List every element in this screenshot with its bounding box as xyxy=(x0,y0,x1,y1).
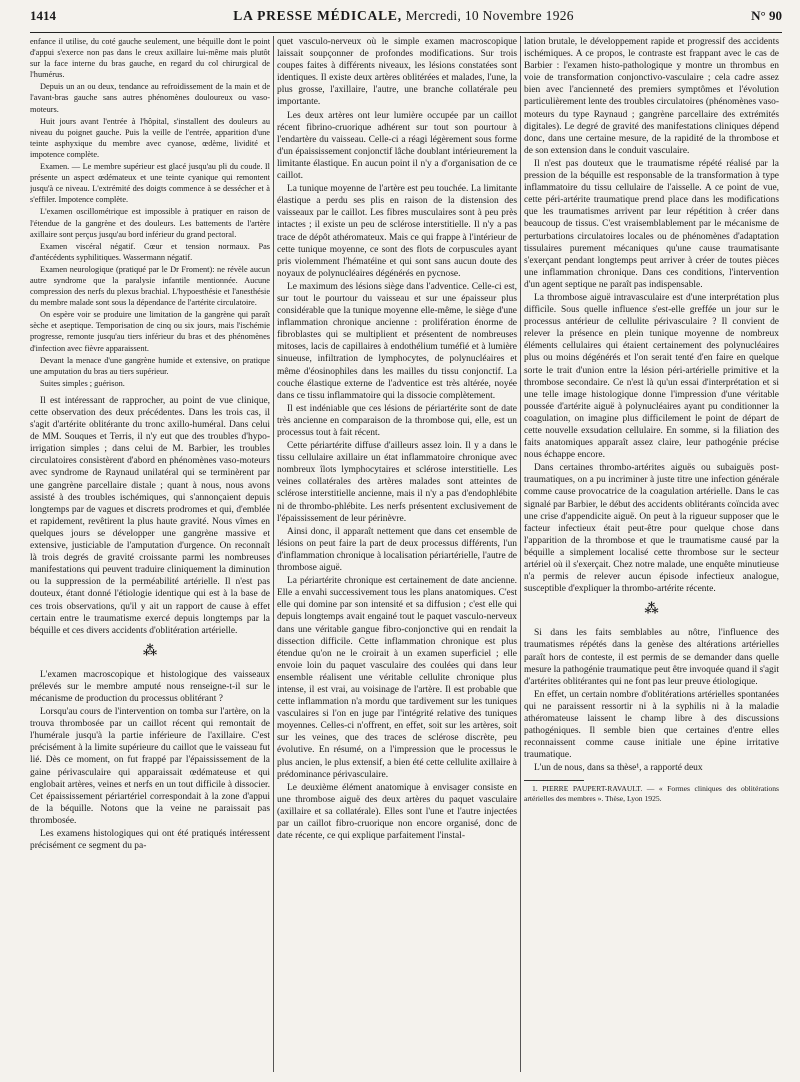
column-1 xyxy=(30,36,270,1076)
paragraph: Il est indéniable que ces lésions de périartérite sont de date très ancienne en comparaison de la thrombose qui, elle, est un processus tout à fait récent. xyxy=(277,403,517,438)
paragraph: Les examens histologiques qui ont été pratiqués intéressent précisément ce segment du pa- xyxy=(30,829,270,852)
paragraph: enfance il utilise, du coté gauche seulement, une béquille dont le point d'appui s'exerce non pas dans le creux axillaire lui-même mais plutôt sur la face interne du bras gauche, en regard du col chirurgical de l'humérus. xyxy=(30,37,270,80)
paragraph: La périartérite chronique est certainement de date ancienne. Elle a envahi successivement tous les plans anatomiques. C'est elle qui domine par son intensité et sa diffusion ; c'est elle qui depuis longtemps avait engainé tout le paquet vasculo-nerveux dans une véritable gangue fibro-conjonctive qui en rendait la dissection difficile. Cette inflammation chronique est plus étendue qu'on ne le croirait à un examen superficiel ; elle envoie loin du paquet vasculaire des coulées qui dans leur ensemble réalisent une véritable cellulite chronique plus intense, il est vrai, au voisinage de l'artère. Il est probable que cette inflammation n'a mordu que tardivement sur les tuniques vasculaires si l'on en juge par l'intégrité relative des tuniques moyennes. Celles-ci n'offrent, en effet, soit sur les artères, soit sur les veines, que des traces de sclérose discrète, peu évolutive. En résumé, on a l'impression que le processus le plus ancien, le plus extensif, a bien été cette cellulite axillaire à prédominance périvasculaire. xyxy=(277,576,517,780)
column-rule xyxy=(520,36,521,1072)
paragraph: quet vasculo-nerveux où le simple examen macroscopique laissait soupçonner de profondes modifications. Sur trois coupes faites à différents niveaux, les lésions constatées sont identiques. Il existe deux artères oblitérées et malades, l'une, la plus grosse, l'axillaire, l'autre, une branche collatérale peu importante. xyxy=(277,37,517,108)
paragraph: Examen neurologique (pratiqué par le Dr Froment): ne révèle aucun autre syndrome que la paralysie infantile mentionnée. Aucune compression des nerfs du plexus brachial. L'hypoesthésie et l'anesthésie du membre malade sont sous la dépendance de l'artérite circulatoire. xyxy=(30,264,270,308)
paragraph: Lorsqu'au cours de l'intervention on tomba sur l'artère, on la trouva thrombosée par un caillot récent qui remontait de l'humérale jusqu'à la partie inférieure de l'axillaire. C'est précisément à la limite supérieure du caillot que le vaisseau fut lié. Dès ce moment, on fut frappé par l'épaississement de la gaine périvasculaire qui apparaissait œdémateuse et qui englobait artères, veines et nerfs en un tout difficile à dissocier. Cet épaississement périartériel correspondait à la zone d'appui de la béquille. Notons que la veine ne paraissait pas thrombosée. xyxy=(30,707,270,826)
paragraph: Examen viscéral négatif. Cœur et tension normaux. Pas d'antécédents syphilitiques. Wassermann négatif. xyxy=(30,241,270,262)
paragraph: Examen. — Le membre supérieur est glacé jusqu'au pli du coude. Il présente un aspect œdémateux et une teinte cyanique qui remontent jusqu'à ce niveau. L'extrémité des doigts commence à se dessécher et à s'effiler. Impotence complète. xyxy=(30,162,270,205)
paragraph: La thrombose aiguë intravasculaire est d'une interprétation plus difficile. Sous quelle influence s'est-elle greffée un jour sur le processus antérieur de cellulite périvasculaire ? Il convient de relever la présence en plein tunique moyenne de nombreux éléments cellulaires qui étaient certainement des polynucléaires plus ou moins dégénérés et l'on serait tenté d'en faire en quelque sorte le trait d'union entre la lésion péri-artérielle primitive et la thrombose secondaire. Ce n'est là qu'un essai d'interprétation et si une telle image histologique donne l'impression d'une véritable poussée d'artérite aiguë à polynucléaires ayant pu conditionner la coagulation, on imagine plus difficilement le point de départ de cette nouvelle exsudation cellulaire. En somme, si la filiation des faits anatomiques apparaît assez claire, leur pathogénie précise nous échappe encore. xyxy=(524,292,779,461)
paragraph: L'examen macroscopique et histologique des vaisseaux prélevés sur le membre amputé nous renseigne-t-il sur le mécanisme de production du processus oblitérant ? xyxy=(30,669,270,704)
column-3 xyxy=(524,36,779,1076)
paragraph: La tunique moyenne de l'artère est peu touchée. La limitante élastique a perdu ses plis en raison de la distension des vaisseaux par le caillot. Les fibres musculaires sont à peu près intactes ; il existe un peu de sclérose interstitielle. Il n'y a pas trace de dépôt athéromateux. Mais ce qui frappe à l'intérieur de cette tunique moyenne, ce sont des flots de corpuscules ayant pris violemment l'hématéine et qui sont sans aucun doute des noyaux de polynucléaires dégénérés en pycnose. xyxy=(277,184,517,279)
paragraph: Cette périartérite diffuse d'ailleurs assez loin. Il y a dans le tissu cellulaire axillaire un état inflammatoire chronique avec nombreux îlots lymphocytaires et sclérose interstitielle. Les veines collatérales des artères malades sont atteintes de sclérose interstitielle ancienne, mais il n'y a pas d'endophlébite ni de thrombo-phlébite. Les nerfs présentent exclusivement de l'épaississement de leur périnèvre. xyxy=(277,441,517,524)
footnote: 1. PIERRE PAUPERT-RAVAULT. — « Formes cliniques des oblitérations artérielles des membres ». Thèse, Lyon 1925. xyxy=(524,784,779,804)
paragraph: Le maximum des lésions siège dans l'adventice. Celle-ci est, sur tout le pourtour du vaisseau et sur une épaisseur plus considérable que la tunique moyenne elle-même, le siège d'une inflammation chronique ancienne : prolifération énorme de fibroblastes qui se multiplient et présentent de nombreuses mitoses, lacis de capillaires à endothélium tuméfié et à lumière sinueuse, infiltration de lymphocytes, de polynucléaires et même d'éosinophiles dans les mailles du tissu conjonctif. La couche élastique externe de l'adventice est très altérée, noyée dans ce tissu inflammatoire qui la dissocie complètement. xyxy=(277,281,517,401)
section-separator: ⁂ xyxy=(644,602,659,618)
paragraph: Depuis un an ou deux, tendance au refroidissement de la main et de l'avant-bras gauche sans autres phénomènes douloureux ou vaso-moteurs. xyxy=(30,82,270,114)
footnote-rule xyxy=(524,780,584,781)
page-number: 1414 xyxy=(30,8,56,23)
page-header xyxy=(30,8,782,33)
paragraph: Huit jours avant l'entrée à l'hôpital, s'installent des douleurs au niveau du poignet gauche. Puis la veille de l'entrée, apparition d'une teinte asphyxique du membre avec cyanose, œdème, lividité et impotence complète. xyxy=(30,116,270,159)
paragraph: Si dans les faits semblables au nôtre, l'influence des traumatismes répétés dans la genèse des altérations artérielles paraît hors de conteste, il est permis de se demander dans quelle mesure la pathogénie traumatique peut être invoquée quand il s'agit d'artérites oblitérantes qui ne font pas leur preuve étiologique. xyxy=(524,628,779,687)
paragraph: Le deuxième élément anatomique à envisager consiste en une thrombose aiguë des deux artères du paquet vasculaire (axillaire et sa collatérale). Elles sont l'une et l'autre injectées par un caillot fibro-cruorique non encore organisé, donc de date récente, ce qui explique parfaitement l'instal- xyxy=(277,782,517,842)
section-separator: ⁂ xyxy=(142,643,158,659)
paragraph: L'examen oscillométrique est impossible à pratiquer en raison de l'étendue de la gangrène et des douleurs. Les battements de l'artère axillaire sont perçus jusqu'au bord inférieur du grand pectoral. xyxy=(30,207,270,239)
paragraph: On espère voir se produire une limitation de la gangrène qui paraît sèche et aseptique. Temporisation de cinq ou six jours, mais l'ischémie progresse, remonte jusqu'au tiers inférieur du bras et des phénomènes d'infection avec fièvre apparaissent. xyxy=(30,310,270,353)
column-rule xyxy=(273,36,274,1072)
journal-name: LA PRESSE MÉDICALE, xyxy=(233,8,402,23)
paragraph: Ainsi donc, il apparaît nettement que dans cet ensemble de lésions on peut faire la part de deux processus différents, l'un d'inflammation chronique à localisation périartérielle, l'autre de thrombose aiguë. xyxy=(277,526,517,574)
journal-title xyxy=(233,8,574,24)
paragraph: L'un de nous, dans sa thèse¹, a rapporté deux xyxy=(534,763,703,774)
paragraph: Dans certaines thrombo-artérites aiguës ou subaiguës post-traumatiques, on a pu incriminer à juste titre une infection générale comme cause provocatrice de la coagulation artérielle. Dans le cas signalé par Barbier, le début des accidents oblitérants coïncida avec une crise d'appendicite aiguë. On peut à la rigueur supposer que le facteur infectieux était peut-être pour quelque chose dans l'apparition de la thrombose et que le traumatisme causé par la béquille a simplement localisé cette thrombose sur le secteur artériel où il s'exerçait. Chez notre malade, une enquête minutieuse n'a permis de relever aucun épisode infectieux analogue, susceptible d'expliquer la thrombo-artérite récente. xyxy=(524,463,779,595)
column-2 xyxy=(277,36,517,1076)
paragraph: Il est intéressant de rapprocher, au point de vue clinique, cette observation des deux précédentes. Dans les trois cas, il s'agit d'artérite oblitérante du tronc axillo-huméral. Dans celui de MM. Souques et Terris, il n'y eut que des troubles d'hypo-irrigation simples ; dans celui de M. Barbier, les troubles circulatoires consistèrent d'abord en phénomènes vaso-moteurs avec syndrome de Raynaud unilatéral qui se terminèrent par une gangrène parcellaire distale ; quant à nous, nous avons assisté à des troubles ischémiques, qui s'annonçaient depuis longtemps par de vagues et discrets prodromes et qui, d'emblée et rapidement, revêtirent la plus haute gravité. Nous vîmes en quelques jours se développer une gangrène massive et extensive, justiciable de l'amputation d'urgence. On reconnaît là trois degrés de gravité croissante parmi les nombreuses manifestations qui peuvent traduire cliniquement la diminution ou la suppression de la perméabilité artérielle. Il n'est pas douteux, étant donné l'étiologie identique qui est à la base de ces trois observations, qu'il y ait un rapport de cause à effet certain entre le traumatisme exercé depuis longtemps par la béquille et ces divers accidents d'oblitération artérielle. xyxy=(30,395,270,636)
case-report xyxy=(30,36,270,389)
paragraph: Suites simples ; guérison. xyxy=(40,378,125,388)
paragraph: Devant la menace d'une gangrène humide et extensive, on pratique une amputation du bras au tiers supérieur. xyxy=(30,355,270,376)
paragraph: En effet, un certain nombre d'oblitérations artérielles spontanées qui ne paraissent ressortir ni à la syphilis ni à la maladie athéromateuse laissent le champ libre à des discussions pathogéniques. Il semble bien que certaines d'entre elles reconnaissent comme cause initiale une épine irritative traumatique. xyxy=(524,689,779,761)
paragraph: Il n'est pas douteux que le traumatisme répété réalisé par la pression de la béquille est responsable de la transformation à type inflammatoire du tissu cellulaire de l'aisselle. A ce point de vue, cette péri-artérite traumatique prend place dans les modifications que les traumatismes arrivent par leur répétition à créer dans beaucoup de tissus. C'est vraisemblablement par le mécanisme de perturbations circulatoires locales ou de phénomènes d'adaptation tissulaires purement mécaniques qu'une cause traumatisante s'exerçant pendant longtemps peut arriver à créer de toutes pièces une inflammation chronique. Dans ces conditions, l'intervention d'un agent septique ne paraît pas indispensable. xyxy=(524,158,779,290)
issue-date: Mercredi, 10 Novembre 1926 xyxy=(401,8,574,23)
issue-number: N° 90 xyxy=(751,8,782,23)
footnotes xyxy=(524,784,779,803)
paragraph: lation brutale, le développement rapide et progressif des accidents ischémiques. A ce propos, le contraste est frappant avec le cas de Barbier : l'examen histo-pathologique y montre un thrombus en voie de transformation conjonctivo-vasculaire ; cela cadre assez bien avec l'ancienneté des premiers symptômes et l'évolution particulièrement lente des troubles circulatoires (phénomènes vaso-moteurs du type Raynaud ; gangrène parcellaire des extrémités digitales). Le degré de gravité des manifestations cliniques dépend donc, dans une certaine mesure, de la rapidité de la thrombose et de son extension dans le conduit vasculaire. xyxy=(524,37,779,156)
paragraph: Les deux artères ont leur lumière occupée par un caillot récent fibrino-cruorique adhérent sur tout son pourtour à l'endartère du vaisseau. Celle-ci a réagi légèrement sous forme d'un épaississement conjonctif lâche doublant intérieurement la limitante élastique. En aucun point il n'y a d'organisation de ce caillot. xyxy=(277,110,517,182)
